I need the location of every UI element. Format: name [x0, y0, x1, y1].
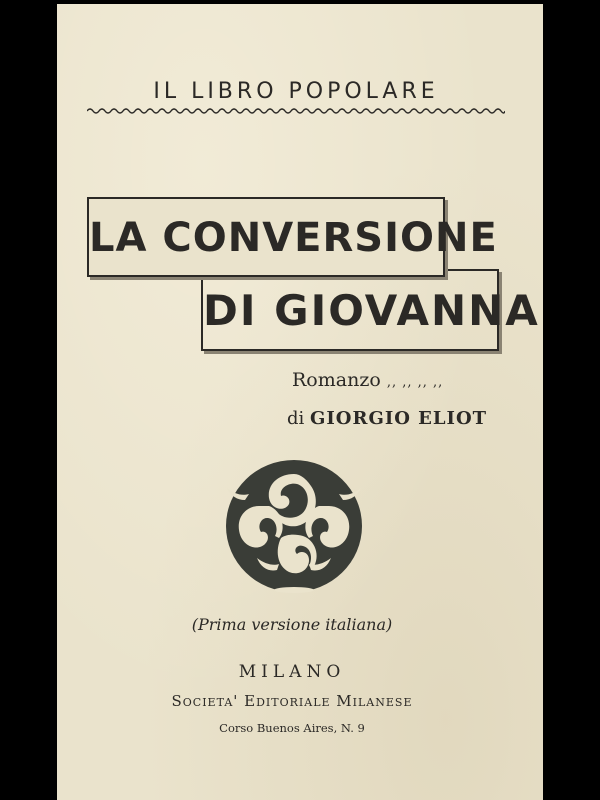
title-box-line-1 — [87, 197, 498, 277]
publisher-name: Societa' Editoriale Milanese — [171, 692, 413, 710]
wavy-rule-divider — [87, 106, 505, 116]
ornamental-emblem-icon — [219, 454, 369, 596]
publication-city: MILANO — [238, 662, 346, 682]
title-box-line-2 — [201, 269, 540, 351]
genre-label: Romanzo — [292, 369, 381, 391]
publisher-address: Corso Buenos Aires, N. 9 — [219, 721, 365, 735]
author-line — [287, 408, 487, 429]
version-note: (Prima versione italiana) — [191, 615, 393, 634]
title-line-1: LA CONVERSIONE — [89, 215, 498, 261]
series-title: IL LIBRO POPOLARE — [153, 79, 439, 104]
genre-line — [292, 369, 443, 391]
author-prefix: di — [287, 408, 305, 429]
book-cover-page — [57, 4, 543, 800]
author-name: GIORGIO ELIOT — [310, 408, 488, 429]
genre-marks: ,, ,, ,, ,, — [386, 375, 444, 390]
title-line-2: DI GIOVANNA — [203, 286, 540, 335]
